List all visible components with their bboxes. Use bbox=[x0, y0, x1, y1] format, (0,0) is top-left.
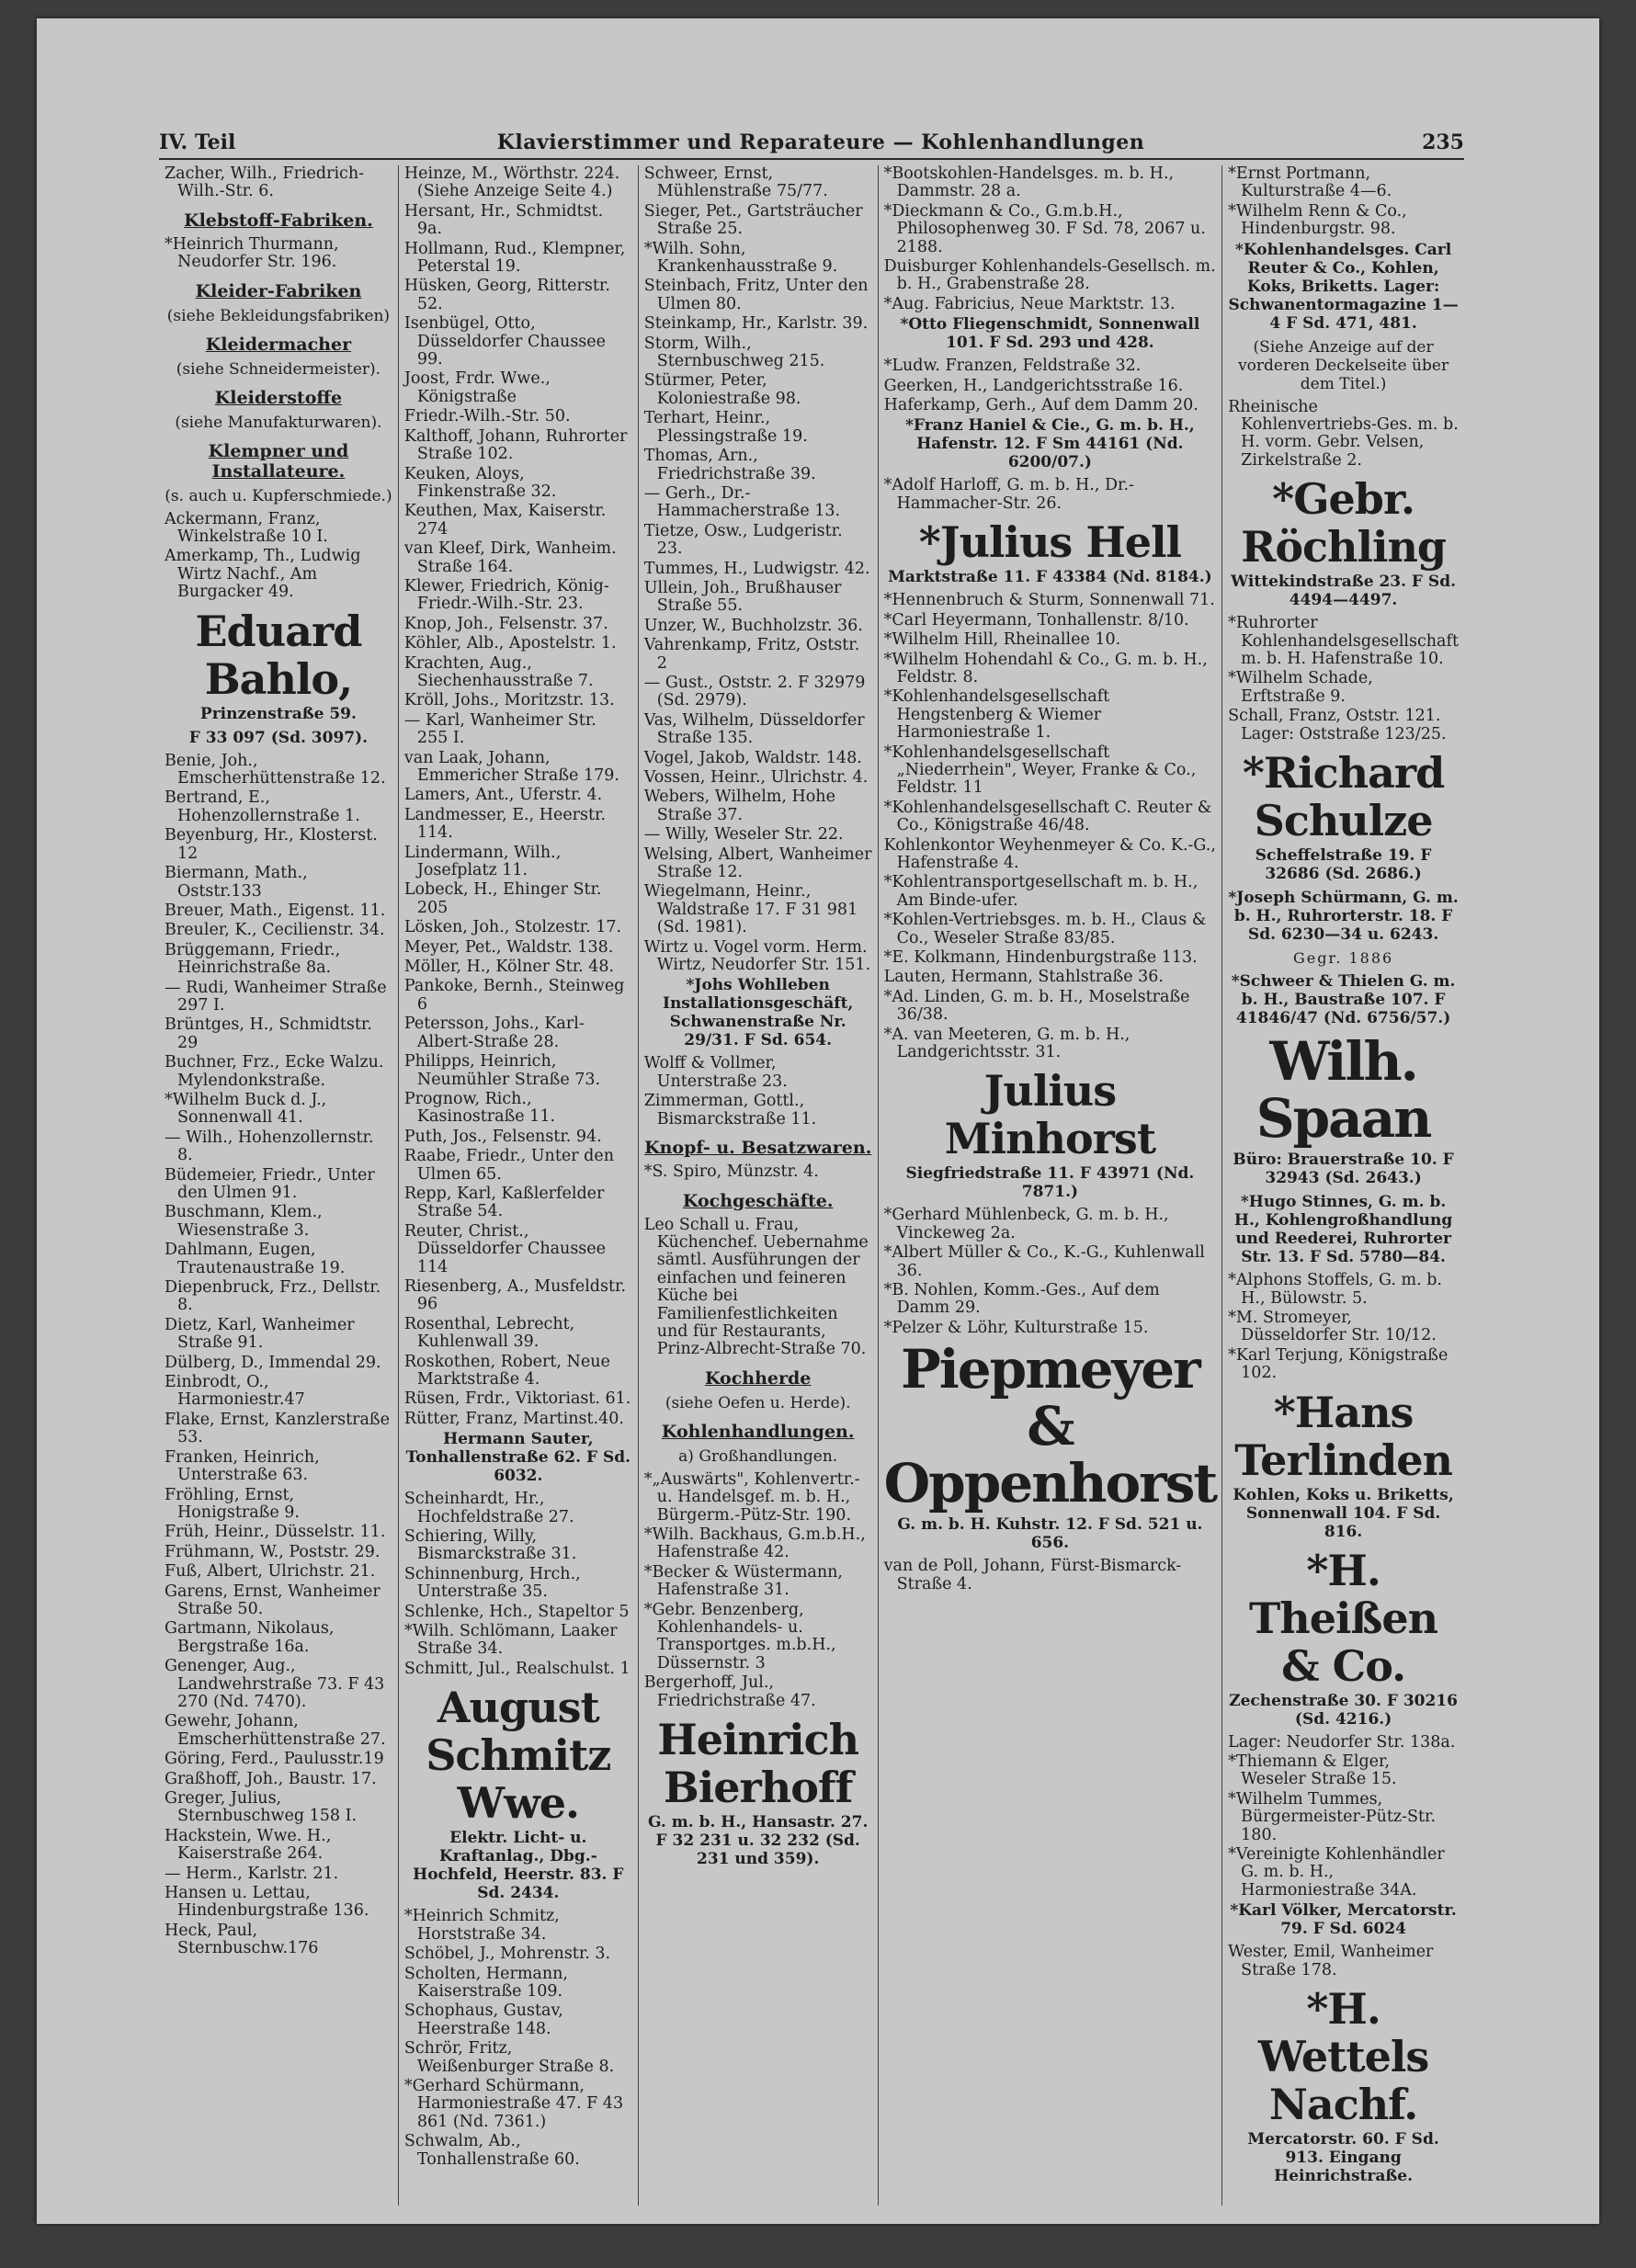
entry: Wolff & Vollmer, Unterstraße 23. bbox=[643, 1054, 788, 1091]
entry: Joost, Frdr. Wwe., Königstraße bbox=[403, 369, 551, 406]
bold-entry: G. m. b. H. Kuhstr. 12. F Sd. 521 u. 656. bbox=[897, 1515, 1203, 1553]
entry: Schöbel, J., Mohrenstr. 3. bbox=[403, 1945, 611, 1964]
column-5 bbox=[1222, 165, 1464, 2206]
entry: Schrör, Fritz, Weißenburger Straße 8. bbox=[403, 2039, 615, 2076]
entry: Schlenke, Hch., Stapeltor 5 bbox=[403, 1602, 630, 1621]
entry: Biermann, Math., Oststr.133 bbox=[165, 864, 308, 901]
entry: Fröhling, Ernst, Honigstraße 9. bbox=[165, 1485, 300, 1522]
entry: Beyenburg, Hr., Klosterst. 12 bbox=[165, 826, 378, 863]
bold-entry: Hermann Sauter, Tonhallenstraße 62. F Sd. 6032. bbox=[405, 1430, 631, 1486]
entry: *Wilhelm Hohendahl & Co., G. m. b. H., Feldstr. 8. bbox=[883, 650, 1208, 686]
entry: Lösken, Joh., Stolzestr. 17. bbox=[403, 918, 622, 937]
entry: Brüggemann, Friedr., Heinrichstraße 8a. bbox=[165, 940, 341, 978]
advertisement-large: Wilh. Spaan bbox=[1255, 1030, 1431, 1151]
entry: Haferkamp, Gerh., Auf dem Damm 20. bbox=[883, 396, 1199, 415]
entry: Flake, Ernst, Kanzlerstraße 53. bbox=[165, 1410, 390, 1447]
entry: Hackstein, Wwe. H., Kaiserstraße 264. bbox=[165, 1826, 332, 1864]
entry: Stürmer, Peter, Koloniestraße 98. bbox=[643, 371, 801, 408]
entry: Vas, Wilhelm, Düsseldorfer Straße 135. bbox=[643, 710, 865, 748]
entry: Schweer, Ernst, Mühlenstraße 75/77. bbox=[643, 164, 828, 201]
entry: Scholten, Hermann, Kaiserstraße 109. bbox=[403, 1964, 568, 2001]
note: a) Großhandlungen. bbox=[678, 1446, 838, 1466]
entry: Repp, Karl, Kaßlerfelder Straße 54. bbox=[403, 1184, 605, 1221]
entry: Landmesser, E., Heerstr. 114. bbox=[403, 805, 607, 843]
entry: Scheinhardt, Hr., Hochfeldstraße 27. bbox=[403, 1490, 574, 1526]
entry: Vahrenkamp, Fritz, Oststr. 2 bbox=[643, 636, 860, 673]
entry: Storm, Wilh., Sternbuschweg 215. bbox=[643, 334, 825, 371]
entry: Sieger, Pet., Gartsträucher Straße 25. bbox=[643, 201, 863, 239]
entry: Vogel, Jakob, Waldstr. 148. bbox=[643, 748, 862, 767]
entry: Lager: Neudorfer Str. 138a. bbox=[1228, 1732, 1456, 1752]
bold-entry: *Franz Haniel & Cie., G. m. b. H., Hafenstr. 12. F Sm 44161 (Nd. 6200/07.) bbox=[905, 416, 1195, 472]
entry: Wirtz u. Vogel vorm. Herm. Wirtz, Neudorfer Str. 151. bbox=[643, 937, 871, 975]
bold-entry: *Johs Wohlleben Installationsgeschäft, Schwanenstraße Nr. 29/31. F Sd. 654. bbox=[663, 976, 854, 1050]
entry: Welsing, Albert, Wanheimer Straße 12. bbox=[643, 845, 872, 882]
entry: *Karl Terjung, Königstraße 102. bbox=[1228, 1345, 1449, 1383]
entry: *Vereinigte Kohlenhändler G. m. b. H., Harmoniestraße 34A. bbox=[1228, 1844, 1445, 1899]
entry: *Wilh. Backhaus, G.m.b.H., Hafenstraße 42. bbox=[643, 1525, 866, 1562]
entry: — Rudi, Wanheimer Straße 297 I. bbox=[165, 978, 387, 1015]
section-heading: Knopf- u. Besatzwaren. bbox=[644, 1138, 872, 1159]
entry: Rosenthal, Lebrecht, Kuhlenwall 39. bbox=[403, 1314, 575, 1352]
bold-entry: Mercatorstr. 60. F Sd. 913. Eingang Heinrichstraße. bbox=[1247, 2130, 1439, 2185]
entry: *Thiemann & Elger, Weseler Straße 15. bbox=[1228, 1752, 1397, 1789]
bold-entry: *Hugo Stinnes, G. m. b. H., Kohlengroßhandlung und Reederei, Ruhrorter Str. 13. F Sd. 5780—84. bbox=[1233, 1193, 1453, 1267]
note: (siehe Manufakturwaren). bbox=[175, 413, 382, 432]
note: (s. auch u. Kupferschmiede.) bbox=[165, 486, 392, 505]
entry: Diepenbruck, Frz., Dellstr. 8. bbox=[165, 1278, 381, 1315]
entry: Hersant, Hr., Schmidtst. 9a. bbox=[403, 201, 604, 239]
columns bbox=[159, 165, 1464, 2206]
entry: Leo Schall u. Frau, Küchenchef. Uebernahme sämtl. Ausführungen der einfachen und feineren Küche bei Familienfestlichkeiten und für Restaurants, Prinz-Albrecht-Straße 70. bbox=[643, 1215, 869, 1359]
entry: Ackermann, Franz, Winkelstraße 10 I. bbox=[165, 509, 328, 547]
section-heading: Klempner und Installateure. bbox=[208, 440, 349, 482]
entry: Franken, Heinrich, Unterstraße 63. bbox=[165, 1447, 320, 1485]
entry: Greger, Julius, Sternbuschweg 158 I. bbox=[165, 1789, 358, 1826]
entry: Genenger, Aug., Landwehrstraße 73. F 43 270 (Nd. 7470). bbox=[165, 1657, 385, 1711]
entry: Meyer, Pet., Waldstr. 138. bbox=[403, 937, 614, 957]
entry: *Ernst Portmann, Kulturstraße 4—6. bbox=[1228, 164, 1392, 201]
note: (siehe Schneidermeister). bbox=[176, 359, 381, 379]
advertisement-name: Julius Minhorst bbox=[944, 1066, 1156, 1164]
entry: Köhler, Alb., Apostelstr. 1. bbox=[403, 634, 617, 653]
entry: Hüsken, Georg, Ritterstr. 52. bbox=[403, 277, 610, 313]
column-2 bbox=[399, 165, 639, 2206]
entry: *Gerhard Schürmann, Harmoniestraße 47. F 43 861 (Nd. 7361.) bbox=[403, 2076, 624, 2131]
entry: Gewehr, Johann, Emscherhüttenstraße 27. bbox=[165, 1712, 386, 1749]
entry: Lauten, Hermann, Stahlstraße 36. bbox=[883, 968, 1164, 987]
entry: Webers, Wilhelm, Hohe Straße 37. bbox=[643, 788, 835, 824]
bold-entry: Scheffelstraße 19. F 32686 (Sd. 2686.) bbox=[1255, 846, 1432, 884]
entry: *A. van Meeteren, G. m. b. H., Landgerichtsstr. 31. bbox=[883, 1025, 1130, 1062]
section-heading: Kochherde bbox=[704, 1367, 812, 1389]
entry: Zimmerman, Gottl., Bismarckstraße 11. bbox=[643, 1092, 817, 1128]
entry: *Ludw. Franzen, Feldstraße 32. bbox=[883, 357, 1142, 376]
bold-entry: Kohlen, Koks u. Briketts, Sonnenwall 104. F Sd. 816. bbox=[1233, 1485, 1454, 1541]
entry: Möller, H., Kölner Str. 48. bbox=[403, 958, 615, 977]
section-heading: Kleiderstoffe bbox=[214, 387, 343, 408]
entry: *Gerhard Mühlenbeck, G. m. b. H., Vinckeweg 2a. bbox=[883, 1206, 1169, 1242]
entry: Tummes, H., Ludwigstr. 42. bbox=[643, 559, 870, 578]
directory-page bbox=[37, 18, 1599, 2224]
bold-entry: Marktstraße 11. F 43384 (Nd. 8184.) bbox=[888, 568, 1212, 587]
entry: Reuter, Christ., Düsseldorfer Chaussee 114 bbox=[403, 1221, 606, 1276]
entry: Büdemeier, Friedr., Unter den Ulmen 91. bbox=[165, 1165, 375, 1202]
bold-entry: Siegfriedstraße 11. F 43971 (Nd. 7871.) bbox=[905, 1164, 1195, 1202]
section-heading: Kleider-Fabriken bbox=[195, 280, 362, 301]
page-title: Klavierstimmer und Reparateure — Kohlenhandlungen bbox=[496, 130, 1145, 154]
entry: van Kleef, Dirk, Wanheim. Straße 164. bbox=[403, 539, 617, 576]
bold-entry: G. m. b. H., Hansastr. 27. F 32 231 u. 32 232 (Sd. 231 und 359). bbox=[648, 1813, 869, 1869]
entry: Brüntges, H., Schmidtstr. 29 bbox=[165, 1015, 372, 1052]
entry: Schall, Franz, Oststr. 121. Lager: Oststraße 123/25. bbox=[1228, 707, 1447, 743]
entry: Lobeck, H., Ehinger Str. 205 bbox=[403, 880, 602, 917]
bold-entry: Büro: Brauerstraße 10. F 32943 (Sd. 2643.) bbox=[1233, 1151, 1454, 1188]
note: (siehe Oefen u. Herde). bbox=[665, 1393, 851, 1412]
entry: Graßhoff, Joh., Baustr. 17. bbox=[165, 1769, 377, 1788]
entry: Wester, Emil, Wanheimer Straße 178. bbox=[1228, 1943, 1434, 1979]
entry: — Herm., Karlstr. 21. bbox=[165, 1864, 339, 1883]
entry: *Ruhrorter Kohlenhandelsgesellschaft m. b. H. Hafenstraße 10. bbox=[1228, 614, 1460, 669]
entry: Einbrodt, O., Harmoniestr.47 bbox=[165, 1373, 305, 1410]
entry: Pankoke, Bernh., Steinweg 6 bbox=[403, 977, 625, 1014]
entry: *Aug. Fabricius, Neue Marktstr. 13. bbox=[883, 294, 1176, 313]
entry: Lamers, Ant., Uferstr. 4. bbox=[403, 786, 603, 805]
advertisement-name: *H. Theißen & Co. bbox=[1249, 1545, 1438, 1691]
entry: Isenbügel, Otto, Düsseldorfer Chaussee 99. bbox=[403, 314, 606, 369]
bold-entry: Prinzenstraße 59. bbox=[199, 704, 357, 723]
bold-entry: Elektr. Licht- u. Kraftanlag., Dbg.-Hochfeld, Heerstr. 83. F Sd. 2434. bbox=[413, 1829, 624, 1903]
entry: Tietze, Osw., Ludgeristr. 23. bbox=[643, 521, 843, 559]
entry: *Wilh. Sohn, Krankenhausstraße 9. bbox=[643, 239, 838, 277]
entry: Rütter, Franz, Martinst.40. bbox=[403, 1409, 624, 1428]
entry: Lindermann, Wilh., Josefplatz 11. bbox=[403, 843, 562, 880]
advertisement-name: *H. Wettels Nachf. bbox=[1257, 1984, 1429, 2129]
entry: Bergerhoff, Jul., Friedrichstraße 47. bbox=[643, 1673, 816, 1710]
entry: *Gebr. Benzenberg, Kohlenhandels- u. Transportges. m.b.H., Düssernstr. 3 bbox=[643, 1600, 836, 1673]
entry: Unzer, W., Buchholzstr. 36. bbox=[643, 616, 863, 635]
entry: Geerken, H., Landgerichtsstraße 16. bbox=[883, 376, 1184, 395]
advertisement-name: Heinrich Bierhoff bbox=[657, 1715, 859, 1813]
entry: Klewer, Friedrich, König-Friedr.-Wilh.-Str. 23. bbox=[403, 576, 609, 614]
entry: — Willy, Weseler Str. 22. bbox=[643, 825, 844, 845]
entry: *Wilhelm Hill, Rheinallee 10. bbox=[883, 630, 1121, 650]
entry: *Wilhelm Renn & Co., Hindenburgstr. 98. bbox=[1228, 201, 1407, 239]
entry: Keuthen, Max, Kaiserstr. 274 bbox=[403, 502, 607, 539]
bold-entry: F 33 097 (Sd. 3097). bbox=[188, 728, 369, 747]
entry: *Kohlenhandelsgesellschaft „Niederrhein", Weyer, Franke & Co., Feldstr. 11 bbox=[883, 743, 1197, 798]
entry: van de Poll, Johann, Fürst-Bismarck-Straße 4. bbox=[883, 1557, 1182, 1593]
entry: Heinze, M., Wörthstr. 224. (Siehe Anzeige Seite 4.) bbox=[403, 164, 620, 201]
entry: *Alphons Stoffels, G. m. b. H., Bülowstr. 5. bbox=[1228, 1271, 1442, 1308]
entry: *B. Nohlen, Komm.-Ges., Auf dem Damm 29. bbox=[883, 1281, 1160, 1318]
entry: Kalthoff, Johann, Ruhrorter Straße 102. bbox=[403, 426, 628, 464]
entry: Roskothen, Robert, Neue Marktstraße 4. bbox=[403, 1352, 610, 1389]
entry: Steinkamp, Hr., Karlstr. 39. bbox=[643, 314, 869, 334]
entry: *E. Kolkmann, Hindenburgstraße 113. bbox=[883, 948, 1198, 967]
entry: *M. Stromeyer, Düsseldorfer Str. 10/12. bbox=[1228, 1308, 1437, 1345]
note: (siehe Bekleidungsfabriken) bbox=[166, 306, 391, 325]
entry: Terhart, Heinr., Plessingstraße 19. bbox=[643, 409, 808, 446]
bold-entry: Zechenstraße 30. F 30216 (Sd. 4216.) bbox=[1229, 1691, 1458, 1729]
entry: *Heinrich Thurmann, Neudorfer Str. 196. bbox=[165, 234, 339, 272]
entry: Schwalm, Ab., Tonhallenstraße 60. bbox=[403, 2132, 580, 2169]
entry: *Bootskohlen-Handelsges. m. b. H., Dammstr. 28 a. bbox=[883, 164, 1175, 201]
entry: Früh, Heinr., Düsselstr. 11. bbox=[165, 1523, 386, 1542]
entry: Breuler, K., Cecilienstr. 34. bbox=[165, 921, 385, 940]
entry: Riesenberg, A., Musfeldstr. 96 bbox=[403, 1276, 627, 1314]
entry: Vossen, Heinr., Ulrichstr. 4. bbox=[643, 768, 869, 787]
entry: Schinnenburg, Hrch., Unterstraße 35. bbox=[403, 1564, 581, 1602]
entry: *Carl Heyermann, Tonhallenstr. 8/10. bbox=[883, 610, 1189, 629]
entry: Philipps, Heinrich, Neumühler Straße 73. bbox=[403, 1052, 601, 1089]
entry: Heck, Paul, Sternbuschw.176 bbox=[165, 1921, 319, 1958]
entry: Thomas, Arn., Friedrichstraße 39. bbox=[643, 447, 816, 483]
entry: Wiegelmann, Heinr., Waldstraße 17. F 31 981 (Sd. 1981). bbox=[643, 882, 858, 937]
advertisement-name: *Hans Terlinden bbox=[1234, 1387, 1452, 1485]
section-heading: Kleidermacher bbox=[205, 334, 352, 355]
entry: Kohlenkontor Weyhenmeyer & Co. K.-G., Hafenstraße 4. bbox=[883, 835, 1216, 872]
bold-entry: *Joseph Schürmann, G. m. b. H., Ruhrorterstr. 18. F Sd. 6230—34 u. 6243. bbox=[1228, 889, 1459, 945]
part-label: IV. Teil bbox=[159, 130, 236, 154]
entry: Amerkamp, Th., Ludwig Wirtz Nachf., Am Burgacker 49. bbox=[165, 547, 361, 602]
entry: Zacher, Wilh., Friedrich-Wilh.-Str. 6. bbox=[165, 164, 365, 201]
note: (Siehe Anzeige auf der vorderen Deckelseite über dem Titel.) bbox=[1238, 337, 1449, 393]
entry: Breuer, Math., Eigenst. 11. bbox=[165, 901, 386, 920]
entry: *S. Spiro, Münzstr. 4. bbox=[643, 1162, 819, 1182]
entry: *Dieckmann & Co., G.m.b.H., Philosophenweg 30. F Sd. 78, 2067 u. 2188. bbox=[883, 201, 1206, 256]
entry: Raabe, Friedr., Unter den Ulmen 65. bbox=[403, 1147, 614, 1184]
column-4 bbox=[879, 165, 1223, 2206]
entry: — Gerh., Dr.-Hammacherstraße 13. bbox=[643, 483, 841, 521]
entry: Rheinische Kohlenvertriebs-Ges. m. b. H. vorm. Gebr. Velsen, Zirkelstraße 2. bbox=[1228, 397, 1459, 470]
entry: *Heinrich Schmitz, Horststraße 34. bbox=[403, 1907, 560, 1944]
entry: Kröll, Johs., Moritzstr. 13. bbox=[403, 691, 615, 710]
entry: Dietz, Karl, Wanheimer Straße 91. bbox=[165, 1315, 355, 1353]
bold-entry: *Kohlenhandelsges. Carl Reuter & Co., Kohlen, Koks, Briketts. Lager: Schwanentormagazine 1—4 F Sd. 471, 481. bbox=[1228, 240, 1459, 333]
entry: Göring, Ferd., Paulusstr.19 bbox=[165, 1750, 384, 1769]
entry: — Wilh., Hohenzollernstr. 8. bbox=[165, 1128, 374, 1165]
column-3 bbox=[639, 165, 879, 2206]
entry: *Kohlenhandelsgesellschaft C. Reuter & Co., Königstraße 46/48. bbox=[883, 798, 1212, 835]
entry: Buschmann, Klem., Wiesenstraße 3. bbox=[165, 1203, 323, 1240]
section-heading: Klebstoff-Fabriken. bbox=[184, 210, 373, 231]
entry: Keuken, Aloys, Finkenstraße 32. bbox=[403, 464, 557, 501]
entry: Friedr.-Wilh.-Str. 50. bbox=[403, 407, 571, 426]
entry: Schiering, Willy, Bismarckstraße 31. bbox=[403, 1527, 577, 1564]
advertisement-large: Piepmeyer & Oppenhorst bbox=[883, 1338, 1217, 1515]
entry: Steinbach, Fritz, Unter den Ulmen 80. bbox=[643, 277, 869, 313]
entry: *Albert Müller & Co., K.-G., Kuhlenwall 36. bbox=[883, 1243, 1205, 1280]
entry: Gartmann, Nikolaus, Bergstraße 16a. bbox=[165, 1619, 335, 1656]
entry: *Wilhelm Tummes, Bürgermeister-Pütz-Str. 180. bbox=[1228, 1789, 1437, 1844]
entry: Hollmann, Rud., Klempner, Peterstal 19. bbox=[403, 239, 626, 277]
entry: *„Auswärts", Kohlenvertr.- u. Handelsgef. m. b. H., Bürgerm.-Pütz-Str. 190. bbox=[643, 1469, 860, 1525]
header-rule bbox=[159, 158, 1464, 160]
entry: van Laak, Johann, Emmericher Straße 179. bbox=[403, 748, 619, 785]
entry: Hansen u. Lettau, Hindenburgstraße 136. bbox=[165, 1884, 369, 1921]
entry: *Kohlenhandelsgesellschaft Hengstenberg & Wiemer Harmoniestraße 1. bbox=[883, 687, 1110, 743]
entry: Frühmann, W., Poststr. 29. bbox=[165, 1542, 381, 1561]
advertisement-name: *Gebr. Röchling bbox=[1241, 474, 1447, 573]
entry: *Adolf Harloff, G. m. b. H., Dr.-Hammacher-Str. 26. bbox=[883, 476, 1134, 513]
entry: — Gust., Oststr. 2. F 32979 (Sd. 2979). bbox=[643, 673, 866, 710]
section-heading: Kohlenhandlungen. bbox=[661, 1421, 855, 1442]
entry: Benie, Joh., Emscherhüttenstraße 12. bbox=[165, 751, 386, 788]
entry: Dülberg, D., Immendal 29. bbox=[165, 1353, 381, 1372]
entry: Rüsen, Frdr., Viktoriast. 61. bbox=[403, 1389, 631, 1409]
entry: *Ad. Linden, G. m. b. H., Moselstraße 36/38. bbox=[883, 987, 1190, 1025]
entry: *Kohlentransportgesellschaft m. b. H., Am Binde-ufer. bbox=[883, 873, 1199, 910]
advertisement-name: Eduard Bahlo, bbox=[195, 606, 362, 704]
entry: Duisburger Kohlenhandels-Gesellsch. m. b. H., Grabenstraße 28. bbox=[883, 257, 1216, 294]
entry: Prognow, Rich., Kasinostraße 11. bbox=[403, 1089, 556, 1127]
entry: Puth, Jos., Felsenstr. 94. bbox=[403, 1127, 602, 1146]
entry: *Wilh. Schlömann, Laaker Straße 34. bbox=[403, 1622, 618, 1659]
bold-entry: *Otto Fliegenschmidt, Sonnenwall 101. F Sd. 293 und 428. bbox=[900, 315, 1200, 353]
entry: *Wilhelm Schade, Erftstraße 9. bbox=[1228, 669, 1373, 706]
bold-entry: Wittekindstraße 23. F Sd. 4494—4497. bbox=[1231, 573, 1457, 610]
entry: *Hennenbruch & Sturm, Sonnenwall 71. bbox=[883, 591, 1215, 610]
entry: Buchner, Frz., Ecke Walzu. Mylendonkstraße. bbox=[165, 1053, 384, 1090]
entry: *Becker & Wüstermann, Hafenstraße 31. bbox=[643, 1562, 843, 1600]
entry: *Wilhelm Buck d. J., Sonnenwall 41. bbox=[165, 1090, 327, 1128]
bold-entry: *Schweer & Thielen G. m. b. H., Baustraße 107. F 41846/47 (Nd. 6756/57.) bbox=[1231, 972, 1456, 1028]
advertisement-name: *Julius Hell bbox=[918, 517, 1182, 568]
entry: Schmitt, Jul., Realschulst. 1 bbox=[403, 1659, 631, 1678]
advertisement-name: August Schmitz Wwe. bbox=[426, 1683, 611, 1829]
entry: Knop, Joh., Felsenstr. 37. bbox=[403, 614, 608, 633]
entry: Krachten, Aug., Siechenhausstraße 7. bbox=[403, 653, 594, 690]
decorative-band: Gegr. 1886 bbox=[1292, 949, 1394, 968]
entry: *Pelzer & Löhr, Kulturstraße 15. bbox=[883, 1318, 1149, 1337]
column-1 bbox=[159, 165, 399, 2206]
entry: Ullein, Joh., Brußhauser Straße 55. bbox=[643, 578, 842, 616]
entry: Fuß, Albert, Ulrichstr. 21. bbox=[165, 1562, 376, 1582]
entry: — Karl, Wanheimer Str. 255 I. bbox=[403, 710, 596, 748]
entry: Bertrand, E., Hohenzollernstraße 1. bbox=[165, 788, 360, 825]
entry: Dahlmann, Eugen, Trautenaustraße 19. bbox=[165, 1241, 346, 1277]
entry: *Kohlen-Vertriebsges. m. b. H., Claus & Co., Weseler Straße 83/85. bbox=[883, 911, 1207, 947]
entry: Garens, Ernst, Wanheimer Straße 50. bbox=[165, 1582, 381, 1618]
page-header bbox=[159, 129, 1464, 156]
entry: Petersson, Johs., Karl-Albert-Straße 28. bbox=[403, 1015, 585, 1051]
advertisement-name: *Richard Schulze bbox=[1242, 748, 1445, 846]
bold-entry: *Karl Völker, Mercatorstr. 79. F Sd. 6024 bbox=[1230, 1901, 1457, 1939]
entry: Schophaus, Gustav, Heerstraße 148. bbox=[403, 2002, 563, 2038]
page-number: 235 bbox=[1422, 130, 1464, 154]
section-heading: Kochgeschäfte. bbox=[682, 1190, 834, 1211]
